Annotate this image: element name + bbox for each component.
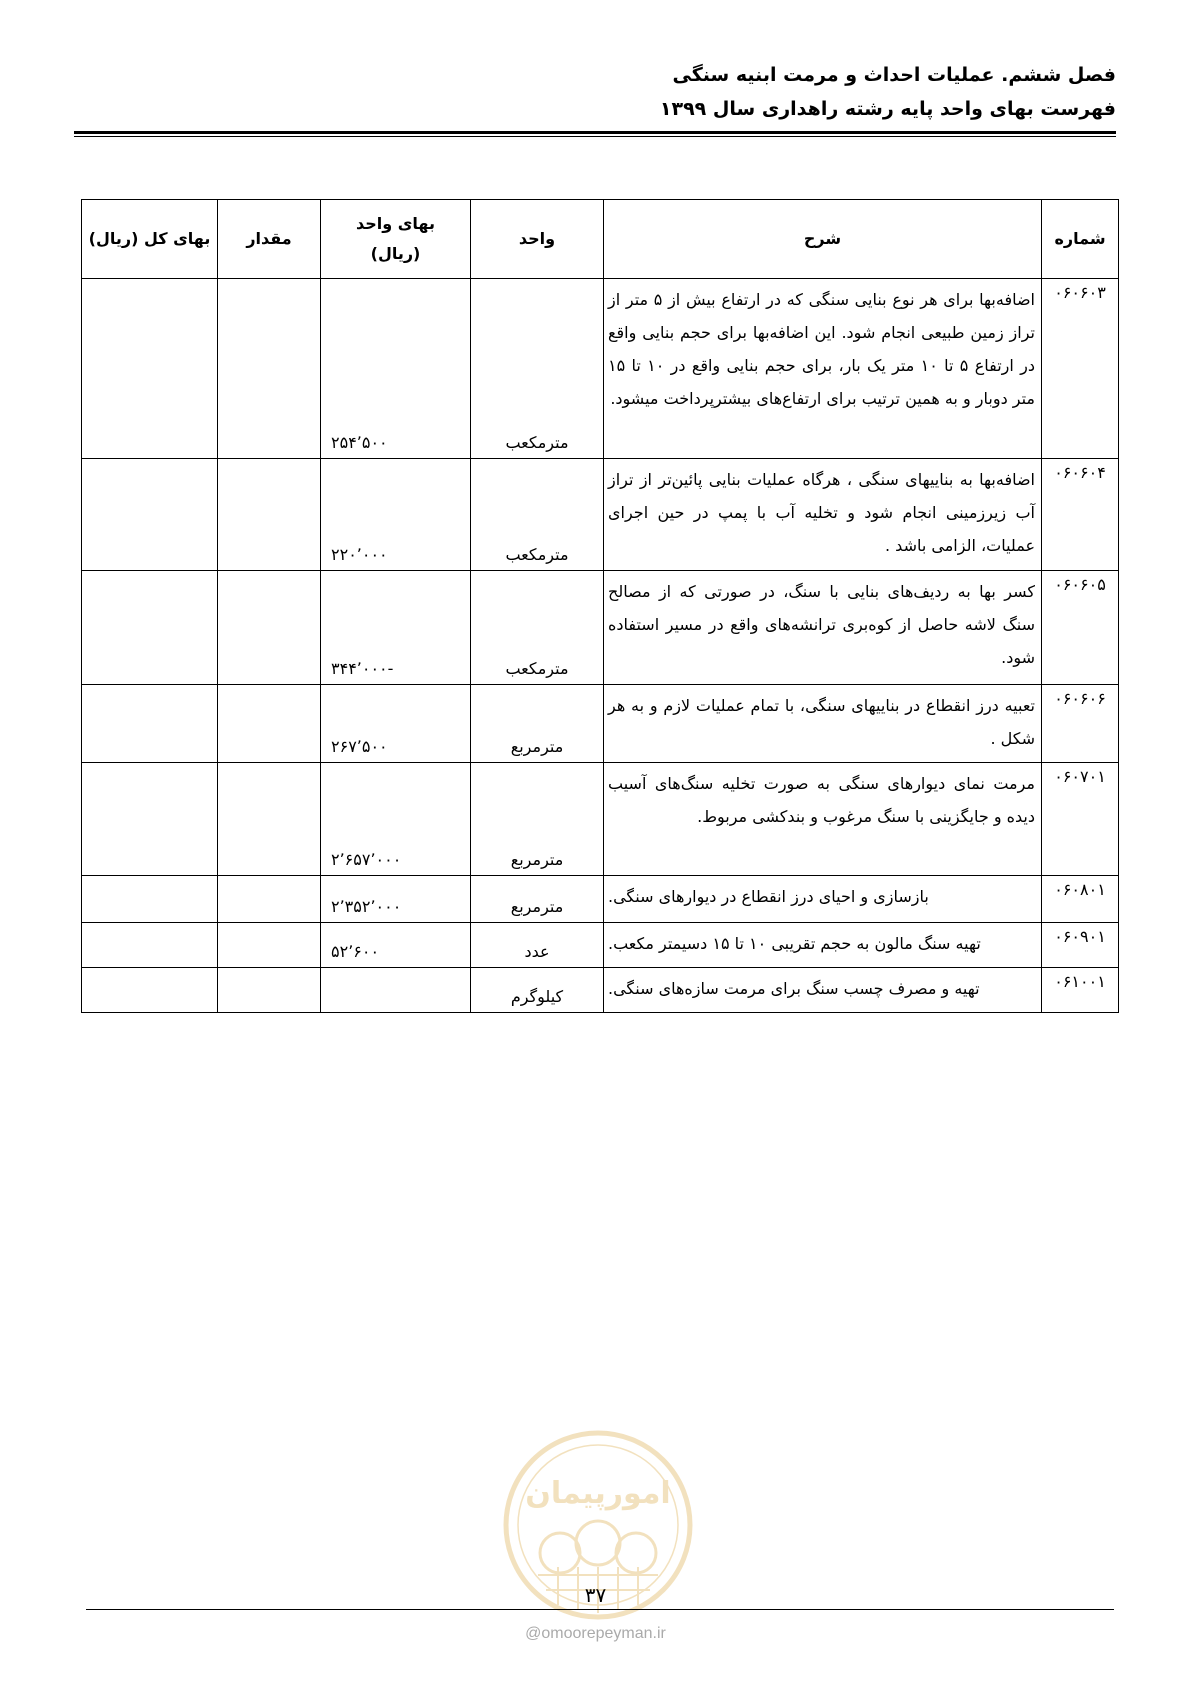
header-unit-price-currency: (ریال) [370,244,421,263]
row-total [82,685,218,763]
row-quantity [218,459,321,571]
header-unit-price [321,200,471,279]
row-unit: مترمربع [471,685,604,763]
row-unit-price: ۲۵۴٬۵۰۰ [321,279,471,459]
row-description: اضافه‌بها به بناییهای سنگی ، هرگاه عملیات بنایی پائین‌تر از تراز آب زیرزمینی انجام شود و تخلیه آب با پمپ در حین اجرای عملیات، الزامی باشد . [604,459,1042,571]
header-quantity: مقدار [218,200,321,279]
row-code: ۰۶۰۶۰۳ [1042,279,1119,459]
table-row [82,685,1119,763]
row-unit-price: ۲۶۷٬۵۰۰ [321,685,471,763]
row-quantity [218,923,321,968]
row-total [82,968,218,1013]
header-unit-price-label: بهای واحد [355,214,435,233]
row-quantity [218,968,321,1013]
row-code: ۰۶۰۸۰۱ [1042,876,1119,923]
table-row [82,968,1119,1013]
row-quantity [218,571,321,685]
row-unit-price [321,968,471,1013]
row-description: مرمت نمای دیوارهای سنگی به صورت تخلیه سنگ‌های آسیب دیده و جایگزینی با سنگ مرغوب و بندکشی مربوط. [604,763,1042,876]
row-code: ۰۶۱۰۰۱ [1042,968,1119,1013]
row-unit-price: ۲۲۰٬۰۰۰ [321,459,471,571]
row-unit: مترمربع [471,763,604,876]
row-code: ۰۶۰۶۰۵ [1042,571,1119,685]
row-total [82,923,218,968]
row-description: کسر بها به ردیف‌های بنایی با سنگ، در صورتی که از مصالح سنگ لاشه حاصل از کوه‌بری ترانشه‌های واقع در مسیر استفاده شود. [604,571,1042,685]
row-unit: مترمکعب [471,459,604,571]
row-quantity [218,279,321,459]
header-rule-thick [74,131,1116,134]
table-row [82,763,1119,876]
footer-rule [86,1609,1114,1610]
row-total [82,459,218,571]
row-code: ۰۶۰۶۰۴ [1042,459,1119,571]
row-code: ۰۶۰۷۰۱ [1042,763,1119,876]
row-quantity [218,685,321,763]
row-total [82,763,218,876]
row-unit-price: -۳۴۴٬۰۰۰ [321,571,471,685]
watermark-logo-text: امورپیمان [525,1476,671,1511]
row-unit-price: ۲٬۳۵۲٬۰۰۰ [321,876,471,923]
row-unit-price: ۵۲٬۶۰۰ [321,923,471,968]
row-unit: عدد [471,923,604,968]
table-row [82,923,1119,968]
row-description: بازسازی و احیای درز انقطاع در دیوارهای سنگی. [604,876,1042,923]
row-unit-price: ۲٬۶۵۷٬۰۰۰ [321,763,471,876]
row-description: تهیه سنگ مالون به حجم تقریبی ۱۰ تا ۱۵ دسیمتر مکعب. [604,923,1042,968]
row-code: ۰۶۰۶۰۶ [1042,685,1119,763]
row-description: تهیه و مصرف چسب سنگ برای مرمت سازه‌های سنگی. [604,968,1042,1013]
row-description: تعبیه درز انقطاع در بناییهای سنگی، با تمام عملیات لازم و به هر شکل . [604,685,1042,763]
table-row [82,571,1119,685]
header-rule-thin [74,136,1116,137]
page-header [660,58,1116,126]
row-description: اضافه‌بها برای هر نوع بنایی سنگی که در ارتفاع بیش از ۵ متر از تراز زمین طبیعی انجام شود. این اضافه‌بها برای حجم بنایی واقع در ارتفاع ۵ تا ۱۰ متر یک بار، برای حجم بنایی واقع در ۱۰ تا ۱۵ متر دوبار و به همین ترتیب برای ارتفاع‌های بیشترپرداخت میشود. [604,279,1042,459]
header-unit: واحد [471,200,604,279]
table-row [82,876,1119,923]
price-table [81,199,1119,1013]
row-unit: مترمربع [471,876,604,923]
header-code: شماره [1042,200,1119,279]
row-unit: مترمکعب [471,571,604,685]
watermark-site: @omoorepeyman.ir [525,1625,666,1642]
price-list-title: فهرست بهای واحد پایه رشته راهداری سال ۱۳۹۹ [659,98,1116,120]
row-unit: مترمکعب [471,279,604,459]
header-total: بهای کل (ریال) [82,200,218,279]
row-quantity [218,763,321,876]
header-description: شرح [604,200,1042,279]
row-total [82,876,218,923]
row-total [82,279,218,459]
row-quantity [218,876,321,923]
row-unit: کیلوگرم [471,968,604,1013]
table-row [82,279,1119,459]
table-header-row [82,200,1119,279]
table-row [82,459,1119,571]
row-total [82,571,218,685]
row-code: ۰۶۰۹۰۱ [1042,923,1119,968]
chapter-title: فصل ششم. عملیات احداث و مرمت ابنیه سنگی [672,64,1116,86]
page-number: ۳۷ [584,1583,607,1607]
